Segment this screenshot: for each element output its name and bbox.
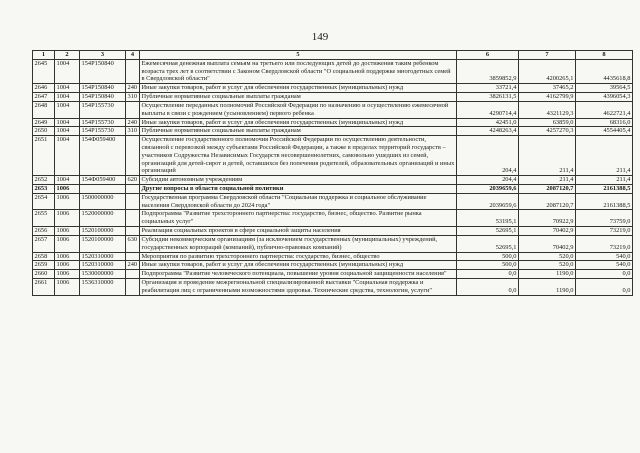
section-code-cell: 1004 bbox=[55, 101, 80, 118]
section-code-cell: 1004 bbox=[55, 118, 80, 127]
amount-year3-cell: 2161388,5 bbox=[576, 185, 633, 194]
table-row bbox=[33, 278, 633, 295]
table-row bbox=[33, 59, 633, 83]
target-code-cell: 154Ф059400 bbox=[80, 136, 126, 176]
amount-year1-cell: 3826131,5 bbox=[457, 93, 519, 102]
header-cell: 5 bbox=[140, 51, 457, 60]
expense-type-cell: 310 bbox=[126, 93, 140, 102]
row-number-cell: 2660 bbox=[33, 270, 55, 279]
description-cell: Иные закупки товаров, работ и услуг для обеспечения государственных (муниципальных) нужд bbox=[140, 261, 457, 270]
section-code-cell: 1006 bbox=[55, 193, 80, 210]
header-cell: 7 bbox=[519, 51, 576, 60]
table-row bbox=[33, 118, 633, 127]
amount-year3-cell: 0,0 bbox=[576, 270, 633, 279]
amount-year1-cell: 42451,0 bbox=[457, 118, 519, 127]
target-code-cell: 1530000000 bbox=[80, 270, 126, 279]
description-cell: Публичные нормативные социальные выплаты гражданам bbox=[140, 93, 457, 102]
description-cell: Иные закупки товаров, работ и услуг для обеспечения государственных (муниципальных) нужд bbox=[140, 84, 457, 93]
amount-year1-cell: 204,4 bbox=[457, 136, 519, 176]
expense-type-cell: 310 bbox=[126, 127, 140, 136]
expense-type-cell bbox=[126, 185, 140, 194]
target-code-cell bbox=[80, 185, 126, 194]
section-code-cell: 1004 bbox=[55, 176, 80, 185]
amount-year1-cell: 4248263,4 bbox=[457, 127, 519, 136]
section-code-cell: 1004 bbox=[55, 59, 80, 83]
description-cell: Публичные нормативные социальные выплаты гражданам bbox=[140, 127, 457, 136]
section-code-cell: 1006 bbox=[55, 261, 80, 270]
expense-type-cell: 240 bbox=[126, 261, 140, 270]
target-code-cell: 1520100000 bbox=[80, 227, 126, 236]
description-cell: Подпрограмма "Развитие человеческого потенциала, повышение уровня социальной защищенности населения" bbox=[140, 270, 457, 279]
expense-type-cell bbox=[126, 101, 140, 118]
amount-year2-cell: 4200265,1 bbox=[519, 59, 576, 83]
header-cell: 1 bbox=[33, 51, 55, 60]
amount-year1-cell: 2039659,6 bbox=[457, 193, 519, 210]
amount-year3-cell: 211,4 bbox=[576, 136, 633, 176]
target-code-cell: 1520310000 bbox=[80, 261, 126, 270]
expense-type-cell bbox=[126, 193, 140, 210]
amount-year2-cell: 4162799,9 bbox=[519, 93, 576, 102]
amount-year2-cell: 211,4 bbox=[519, 136, 576, 176]
amount-year3-cell: 4622721,4 bbox=[576, 101, 633, 118]
amount-year1-cell: 0,0 bbox=[457, 270, 519, 279]
target-code-cell: 154Ф059400 bbox=[80, 176, 126, 185]
table-row bbox=[33, 185, 633, 194]
row-number-cell: 2658 bbox=[33, 252, 55, 261]
section-code-cell: 1004 bbox=[55, 84, 80, 93]
amount-year1-cell: 4290714,4 bbox=[457, 101, 519, 118]
description-cell: Иные закупки товаров, работ и услуг для обеспечения государственных (муниципальных) нужд bbox=[140, 118, 457, 127]
amount-year2-cell: 520,0 bbox=[519, 261, 576, 270]
row-number-cell: 2651 bbox=[33, 136, 55, 176]
row-number-cell: 2656 bbox=[33, 227, 55, 236]
row-number-cell: 2649 bbox=[33, 118, 55, 127]
expense-type-cell: 630 bbox=[126, 235, 140, 252]
table-header-row bbox=[33, 51, 633, 60]
amount-year3-cell: 39564,5 bbox=[576, 84, 633, 93]
row-number-cell: 2654 bbox=[33, 193, 55, 210]
expense-type-cell: 240 bbox=[126, 118, 140, 127]
target-code-cell: 154P155730 bbox=[80, 118, 126, 127]
target-code-cell: 154P150840 bbox=[80, 93, 126, 102]
expense-type-cell bbox=[126, 210, 140, 227]
amount-year2-cell: 4257270,3 bbox=[519, 127, 576, 136]
table-row bbox=[33, 93, 633, 102]
target-code-cell: 1536310000 bbox=[80, 278, 126, 295]
amount-year1-cell: 500,0 bbox=[457, 261, 519, 270]
row-number-cell: 2646 bbox=[33, 84, 55, 93]
description-cell: Мероприятия по развитию трехстороннего партнерства: государство, бизнес, общество bbox=[140, 252, 457, 261]
amount-year1-cell: 52695,1 bbox=[457, 235, 519, 252]
amount-year3-cell: 2161388,5 bbox=[576, 193, 633, 210]
target-code-cell: 1520000000 bbox=[80, 210, 126, 227]
row-number-cell: 2655 bbox=[33, 210, 55, 227]
amount-year3-cell: 73219,0 bbox=[576, 227, 633, 236]
header-cell: 2 bbox=[55, 51, 80, 60]
row-number-cell: 2645 bbox=[33, 59, 55, 83]
row-number-cell: 2653 bbox=[33, 185, 55, 194]
target-code-cell: 154P150840 bbox=[80, 84, 126, 93]
section-code-cell: 1006 bbox=[55, 235, 80, 252]
table-row bbox=[33, 193, 633, 210]
amount-year3-cell: 73219,0 bbox=[576, 235, 633, 252]
amount-year2-cell: 1190,0 bbox=[519, 270, 576, 279]
target-code-cell: 154P155730 bbox=[80, 101, 126, 118]
target-code-cell: 154P150840 bbox=[80, 59, 126, 83]
row-number-cell: 2657 bbox=[33, 235, 55, 252]
table-row bbox=[33, 227, 633, 236]
amount-year2-cell: 70402,9 bbox=[519, 235, 576, 252]
header-cell: 8 bbox=[576, 51, 633, 60]
section-code-cell: 1004 bbox=[55, 93, 80, 102]
section-code-cell: 1006 bbox=[55, 210, 80, 227]
table-row bbox=[33, 84, 633, 93]
amount-year2-cell: 37465,2 bbox=[519, 84, 576, 93]
amount-year3-cell: 540,0 bbox=[576, 261, 633, 270]
amount-year3-cell: 211,4 bbox=[576, 176, 633, 185]
table-row bbox=[33, 176, 633, 185]
expense-type-cell bbox=[126, 59, 140, 83]
amount-year2-cell: 4321129,3 bbox=[519, 101, 576, 118]
amount-year2-cell: 63859,0 bbox=[519, 118, 576, 127]
header-cell: 6 bbox=[457, 51, 519, 60]
row-number-cell: 2650 bbox=[33, 127, 55, 136]
amount-year1-cell: 3859852,9 bbox=[457, 59, 519, 83]
expense-type-cell bbox=[126, 136, 140, 176]
amount-year2-cell: 211,4 bbox=[519, 176, 576, 185]
section-code-cell: 1006 bbox=[55, 270, 80, 279]
section-code-cell: 1006 bbox=[55, 252, 80, 261]
budget-table bbox=[32, 50, 633, 296]
amount-year1-cell: 0,0 bbox=[457, 278, 519, 295]
header-cell: 3 bbox=[80, 51, 126, 60]
amount-year1-cell: 52695,1 bbox=[457, 227, 519, 236]
amount-year3-cell: 4435618,8 bbox=[576, 59, 633, 83]
expense-type-cell bbox=[126, 278, 140, 295]
table-row bbox=[33, 261, 633, 270]
table-row bbox=[33, 210, 633, 227]
section-code-cell: 1004 bbox=[55, 136, 80, 176]
description-cell: Ежемесячная денежная выплата семьям на третьего или последующих детей до достижения таким ребенком возраста трех лет в соответствии с Законом Свердловской области "О социальной поддержке многодетных семей в Свердловской области" bbox=[140, 59, 457, 83]
amount-year3-cell: 68316,0 bbox=[576, 118, 633, 127]
table-row bbox=[33, 136, 633, 176]
target-code-cell: 154P155730 bbox=[80, 127, 126, 136]
page-number: 149 bbox=[311, 31, 329, 43]
table-row bbox=[33, 127, 633, 136]
amount-year2-cell: 2087120,7 bbox=[519, 185, 576, 194]
description-cell: Реализация социальных проектов в сфере социальной защиты населения bbox=[140, 227, 457, 236]
row-number-cell: 2659 bbox=[33, 261, 55, 270]
row-number-cell: 2648 bbox=[33, 101, 55, 118]
description-cell: Субсидии некоммерческим организациям (за исключением государственных (муниципальных) учреждений, государственных корпораций (компаний), публично-правовых компаний) bbox=[140, 235, 457, 252]
expense-type-cell bbox=[126, 252, 140, 261]
row-number-cell: 2652 bbox=[33, 176, 55, 185]
expense-type-cell: 240 bbox=[126, 84, 140, 93]
amount-year2-cell: 2087120,7 bbox=[519, 193, 576, 210]
amount-year3-cell: 4396054,3 bbox=[576, 93, 633, 102]
amount-year2-cell: 70922,9 bbox=[519, 210, 576, 227]
amount-year3-cell: 0,0 bbox=[576, 278, 633, 295]
amount-year2-cell: 520,0 bbox=[519, 252, 576, 261]
amount-year1-cell: 33721,4 bbox=[457, 84, 519, 93]
amount-year3-cell: 73759,0 bbox=[576, 210, 633, 227]
section-code-cell: 1006 bbox=[55, 185, 80, 194]
expense-type-cell: 620 bbox=[126, 176, 140, 185]
section-code-cell: 1004 bbox=[55, 127, 80, 136]
description-cell: Осуществление переданных полномочий Российской Федерации по назначению и осуществлению ежемесячной выплаты в связи с рождением (усыновлением) первого ребенка bbox=[140, 101, 457, 118]
table-row bbox=[33, 101, 633, 118]
amount-year3-cell: 540,0 bbox=[576, 252, 633, 261]
description-cell: Государственная программа Свердловской области "Социальная поддержка и социальное обслуживание населения Свердловской области до 2024 года" bbox=[140, 193, 457, 210]
row-number-cell: 2647 bbox=[33, 93, 55, 102]
description-cell: Другие вопросы в области социальной политики bbox=[140, 185, 457, 194]
target-code-cell: 1520310000 bbox=[80, 252, 126, 261]
table-row bbox=[33, 235, 633, 252]
table-row bbox=[33, 270, 633, 279]
amount-year2-cell: 1190,0 bbox=[519, 278, 576, 295]
description-cell: Субсидии автономным учреждениям bbox=[140, 176, 457, 185]
expense-type-cell bbox=[126, 227, 140, 236]
table-row bbox=[33, 252, 633, 261]
section-code-cell: 1006 bbox=[55, 227, 80, 236]
description-cell: Осуществление государственного полномочия Российской Федерации по осуществлению деятельности, связанной с перевозкой между субъектами Российской Федерации, а также в пределах территорий государств – участников Содружества Независимых Государств несовершеннолетних, самовольно ушедших из семей, организаций для детей-сирот и детей, оставшихся без попечения родителей, образовательных организаций и иных организаций bbox=[140, 136, 457, 176]
target-code-cell: 1500000000 bbox=[80, 193, 126, 210]
amount-year1-cell: 204,4 bbox=[457, 176, 519, 185]
description-cell: Организация и проведение межрегиональной специализированной выставки "Социальная поддержка и реабилитация лиц с ограниченными возможностями здоровья. Технические средства, технологии, услуги" bbox=[140, 278, 457, 295]
header-cell: 4 bbox=[126, 51, 140, 60]
amount-year2-cell: 70402,9 bbox=[519, 227, 576, 236]
amount-year1-cell: 500,0 bbox=[457, 252, 519, 261]
expense-type-cell bbox=[126, 270, 140, 279]
amount-year1-cell: 53195,1 bbox=[457, 210, 519, 227]
description-cell: Подпрограмма "Развитие трехстороннего партнерства: государство, бизнес, общество. Развитие рынка социальных услуг" bbox=[140, 210, 457, 227]
amount-year1-cell: 2039659,6 bbox=[457, 185, 519, 194]
amount-year3-cell: 4554405,4 bbox=[576, 127, 633, 136]
section-code-cell: 1006 bbox=[55, 278, 80, 295]
row-number-cell: 2661 bbox=[33, 278, 55, 295]
target-code-cell: 1520100000 bbox=[80, 235, 126, 252]
